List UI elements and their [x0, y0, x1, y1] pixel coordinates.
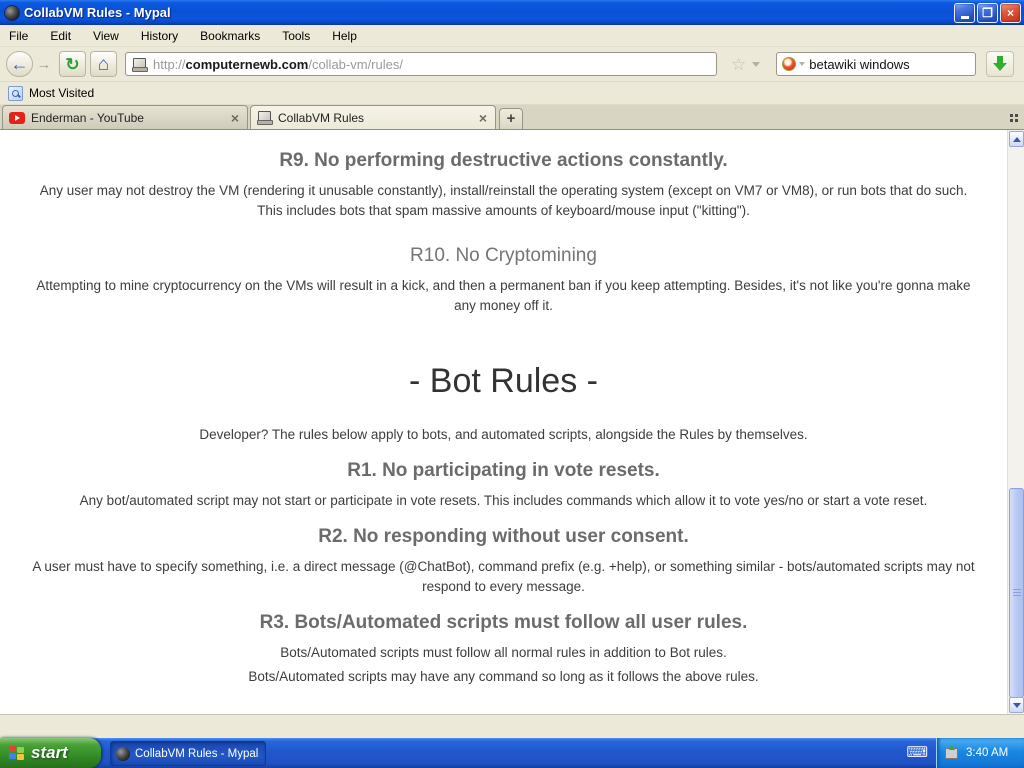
scroll-down-button[interactable] [1009, 697, 1024, 713]
browser-viewport [0, 130, 1007, 714]
back-arrow-icon: ← [10, 54, 29, 74]
download-button[interactable] [986, 51, 1014, 77]
forward-arrow-icon: → [36, 55, 52, 73]
menu-bookmarks[interactable]: Bookmarks [200, 28, 261, 43]
status-bar [0, 714, 1024, 738]
rule-paragraph: Any user may not destroy the VM (rendering it unusable constantly), install/reinstall the operating system (except on VM7 or VM8), or run bots that do such. This includes bots that spam massive amounts of keyboard/mouse input ("kitting"). [39, 183, 968, 218]
windows-flag-icon [9, 746, 26, 761]
rule-heading: R10. No Cryptomining [410, 245, 597, 266]
menu-history[interactable]: History [140, 28, 179, 43]
back-button[interactable] [6, 51, 33, 77]
scroll-up-button[interactable] [1009, 131, 1024, 147]
menu-view[interactable]: View [93, 28, 119, 43]
menu-tools[interactable]: Tools [282, 28, 311, 43]
tab-active[interactable] [250, 105, 496, 129]
tab-close-icon[interactable]: × [478, 109, 487, 126]
rule-heading: R9. No performing destructive actions constantly. [279, 150, 728, 171]
taskbar-task-mypal[interactable] [110, 741, 266, 766]
youtube-icon [9, 112, 25, 124]
minimize-button[interactable] [954, 3, 975, 23]
scrollbar-thumb[interactable] [1009, 488, 1024, 698]
forward-button[interactable] [33, 51, 55, 77]
rule-heading: R1. No participating in vote resets. [347, 460, 660, 481]
search-input[interactable] [809, 57, 985, 72]
rule-heading: - Bot Rules - [409, 362, 598, 400]
title-bar [0, 0, 1024, 25]
menu-file[interactable]: File [9, 28, 29, 43]
menu-edit[interactable]: Edit [50, 28, 72, 43]
tab-strip-tabs [0, 105, 496, 129]
bookmark-star-icon[interactable]: ☆ [731, 54, 747, 74]
mypal-app-icon [4, 5, 20, 21]
tab-label: Enderman - YouTube [31, 110, 144, 125]
menu-bar [0, 25, 1024, 47]
computer-icon [257, 111, 272, 124]
home-button[interactable] [90, 51, 117, 77]
rule-paragraph: Bots/Automated scripts may have any command so long as it follows the above rules. [248, 669, 759, 684]
tab-close-icon[interactable]: × [230, 109, 239, 126]
vertical-scrollbar[interactable] [1007, 130, 1024, 714]
start-label: start [31, 743, 68, 762]
mypal-task-icon [116, 747, 130, 761]
new-tab-button[interactable]: + [499, 108, 523, 129]
download-arrow-icon [992, 55, 1008, 73]
start-button[interactable] [0, 738, 101, 768]
tab-strip [0, 105, 1024, 130]
tab-0[interactable] [2, 105, 248, 129]
keyboard-layout-icon[interactable]: ⌨ [906, 744, 928, 761]
most-visited-icon [8, 86, 23, 101]
rule-paragraph: Developer? The rules below apply to bots, and automated scripts, alongside the Rules by themselves. [199, 427, 808, 442]
reload-button[interactable] [59, 51, 86, 77]
url-text: http://computernewb.com/collab-vm/rules/ [153, 56, 403, 72]
list-all-tabs-icon[interactable] [1010, 114, 1020, 124]
address-bar[interactable] [125, 52, 717, 76]
taskbar-clock[interactable]: 3:40 AM [966, 747, 1009, 759]
rule-paragraph: A user must have to specify something, i.e. a direct message (@ChatBot), command prefix (e.g. +help), or something similar - bots/automated scripts may not respond to every message. [32, 559, 975, 594]
system-tray [936, 738, 1024, 768]
rule-paragraph: Bots/Automated scripts must follow all normal rules in addition to Bot rules. [280, 645, 727, 660]
search-bar[interactable] [776, 52, 976, 76]
rule-paragraph: Attempting to mine cryptocurrency on the VMs will result in a kick, and then a permanent ban if you keep attempting. Besides, it's not like you're gonna make any money off it. [36, 278, 971, 313]
rule-heading: R2. No responding without user consent. [318, 526, 689, 547]
tab-label: CollabVM Rules [278, 110, 365, 125]
rule-paragraph: Any bot/automated script may not start or participate in vote resets. This includes commands which allow it to vote yes/no or start a vote reset. [79, 493, 928, 508]
restore-button[interactable]: ❐ [977, 3, 998, 23]
rule-heading: R3. Bots/Automated scripts must follow all user rules. [259, 612, 748, 633]
site-favicon [132, 58, 147, 71]
navigation-toolbar [0, 47, 1024, 82]
bookmark-dropdown-icon[interactable] [752, 62, 760, 67]
window-title: CollabVM Rules - Mypal [24, 5, 171, 20]
reload-icon: ↻ [65, 54, 80, 74]
taskbar [0, 738, 1024, 768]
search-engine-dropdown-icon[interactable] [799, 62, 805, 66]
bookmark-most-visited[interactable]: Most Visited [29, 86, 95, 100]
close-button[interactable]: × [1000, 3, 1021, 23]
safely-remove-hardware-icon[interactable] [945, 748, 958, 759]
home-icon: ⌂ [97, 53, 110, 75]
menu-help[interactable]: Help [332, 28, 357, 43]
task-label: CollabVM Rules - Mypal [135, 747, 259, 760]
duckduckgo-icon[interactable] [782, 57, 796, 71]
bookmarks-bar [0, 82, 1024, 105]
page-content [26, 130, 981, 687]
